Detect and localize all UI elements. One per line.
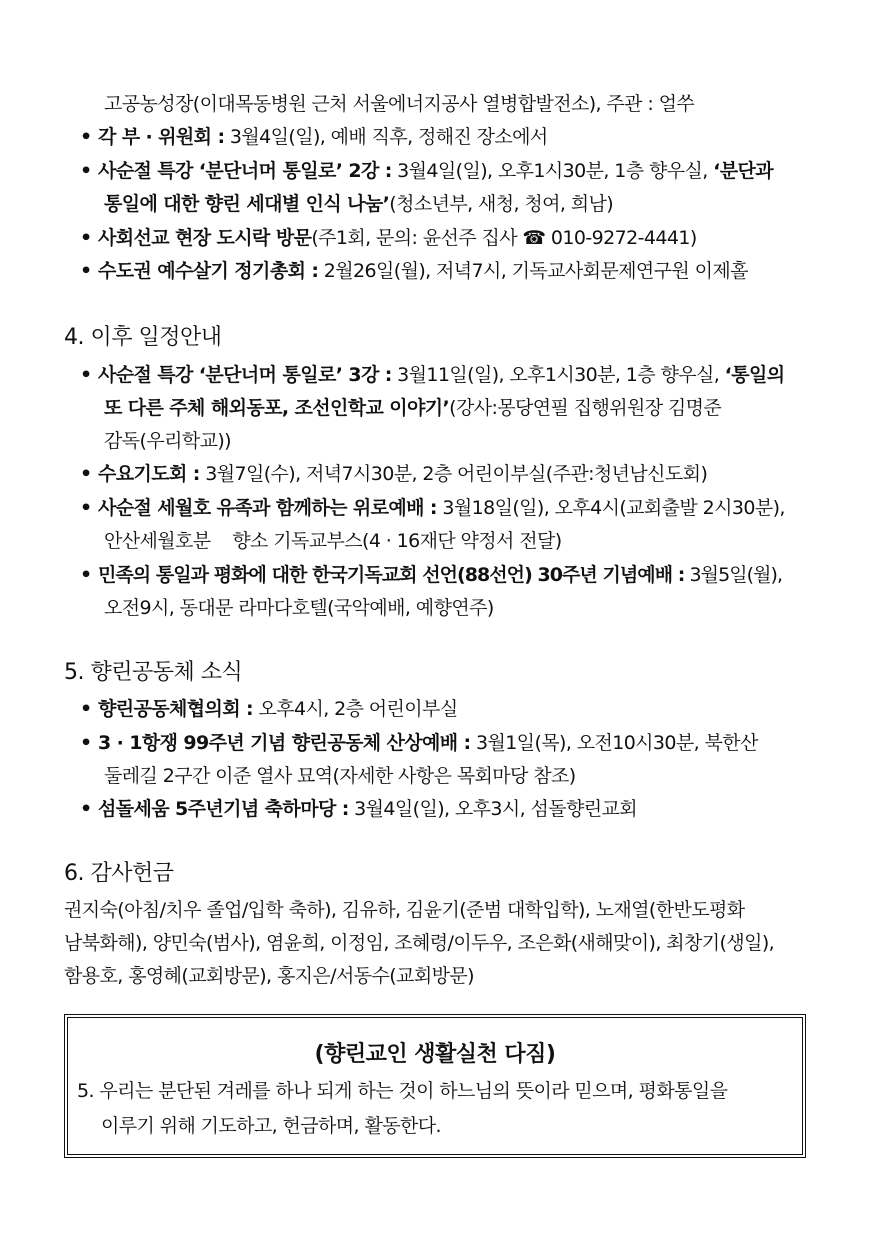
- section-heading: 4. 이후 일정안내: [64, 325, 222, 350]
- bullet-icon: •: [80, 126, 92, 148]
- donor-line: 함용호, 홍영혜(교회방문), 홍지은/서동수(교회방문): [64, 965, 474, 987]
- list-item-continuation: 안산세월호분 향소 기독교부스(4 · 16재단 약정서 전달): [104, 530, 562, 552]
- pledge-text-continuation: 이루기 위해 기도하고, 헌금하며, 활동한다.: [101, 1115, 441, 1137]
- list-item: • 민족의 통일과 평화에 대한 한국기독교회 선언(88선언) 30주년 기념예배 : 3월5일(월),: [80, 564, 783, 586]
- list-item: • 3 · 1항쟁 99주년 기념 향린공동체 산상예배 : 3월1일(목), 오전10시30분, 북한산: [80, 732, 758, 754]
- list-item: • 사회선교 현장 도시락 방문(주1회, 문의: 윤선주 집사 ☎ 010-9272-4441): [80, 227, 697, 249]
- list-item: • 사순절 특강 ‘분단너머 통일로’ 2강 : 3월4일(일), 오후1시30분, 1층 향우실, ‘분단과: [80, 160, 773, 182]
- bullet-icon: •: [80, 564, 92, 586]
- list-item-continuation: 오전9시, 동대문 라마다호텔(국악예배, 예향연주): [104, 597, 494, 619]
- list-item-continuation: 또 다른 주체 해외동포, 조선인학교 이야기’(강사:몽당연필 집행위원장 김명준: [104, 397, 722, 419]
- bullet-icon: •: [80, 260, 92, 282]
- bullet-icon: •: [80, 497, 92, 519]
- donor-line: 남북화해), 양민숙(범사), 염윤희, 이정임, 조혜령/이두우, 조은화(새해맞이), 최창기(생일),: [64, 932, 775, 954]
- pledge-text: 5. 우리는 분단된 겨레를 하나 되게 하는 것이 하느님의 뜻이라 믿으며, 평화통일을: [77, 1080, 728, 1102]
- list-item-continuation: 통일에 대한 향린 세대별 인식 나눔’(청소년부, 새청, 청여, 희남): [104, 193, 614, 215]
- section-heading: 5. 향린공동체 소식: [64, 660, 243, 685]
- bullet-icon: •: [80, 698, 92, 720]
- section-heading: 6. 감사헌금: [64, 861, 174, 886]
- list-item-continuation: 둘레길 2구간 이준 열사 묘역(자세한 사항은 목회마당 참조): [104, 765, 576, 787]
- bullet-icon: •: [80, 160, 92, 182]
- bullet-icon: •: [80, 227, 92, 249]
- list-item: • 각 부 · 위원회 : 3월4일(일), 예배 직후, 정해진 장소에서: [80, 126, 548, 148]
- list-item: • 수도권 예수살기 정기총회 : 2월26일(월), 저녁7시, 기독교사회문제연구원 이제홀: [80, 260, 748, 282]
- list-item: • 사순절 특강 ‘분단너머 통일로’ 3강 : 3월11일(일), 오후1시30분, 1층 향우실, ‘통일의: [80, 364, 785, 386]
- bullet-icon: •: [80, 732, 92, 754]
- list-item: • 사순절 세월호 유족과 함께하는 위로예배 : 3월18일(일), 오후4시(교회출발 2시30분),: [80, 497, 785, 519]
- bullet-icon: •: [80, 463, 92, 485]
- list-item: • 수요기도회 : 3월7일(수), 저녁7시30분, 2층 어린이부실(주관:청년남신도회): [80, 463, 708, 485]
- list-item: • 섬돌세움 5주년기념 축하마당 : 3월4일(일), 오후3시, 섬돌향린교회: [80, 798, 638, 820]
- bullet-icon: •: [80, 364, 92, 386]
- list-item-continuation: 감독(우리학교)): [104, 430, 231, 452]
- pledge-title: (향린교인 생활실천 다짐): [314, 1042, 556, 1067]
- pledge-box: [64, 1014, 806, 1158]
- bullet-icon: •: [80, 798, 92, 820]
- donor-line: 권지숙(아침/치우 졸업/입학 축하), 김유하, 김윤기(준범 대학입학), 노재열(한반도평화: [64, 899, 745, 921]
- list-item: • 향린공동체협의회 : 오후4시, 2층 어린이부실: [80, 698, 458, 720]
- intro-continuation: 고공농성장(이대목동병원 근처 서울에너지공사 열병합발전소), 주관 : 얼쑤: [104, 93, 695, 115]
